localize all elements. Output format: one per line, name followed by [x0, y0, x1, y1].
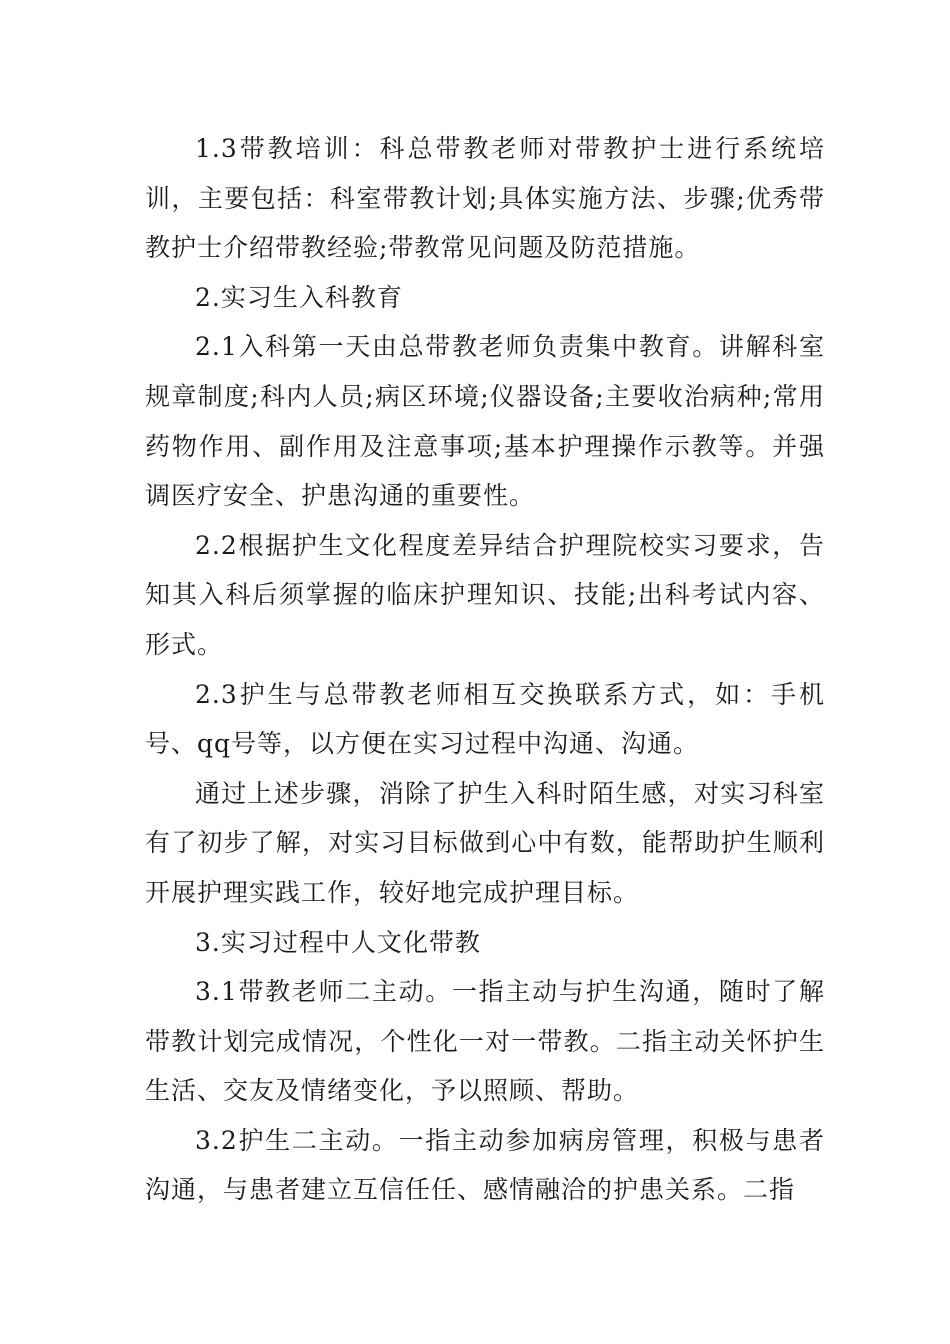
paragraph-summary: 通过上述步骤，消除了护生入科时陌生感，对实习科室有了初步了解，对实习目标做到心中有数，能帮助护生顺利开展护理实践工作，较好地完成护理目标。: [145, 778, 825, 907]
paragraph-2-1: 2.1入科第一天由总带教老师负责集中教育。讲解科室规章制度;科内人员;病区环境;仪器设备;主要收治病种;常用药物作用、副作用及注意事项;基本护理操作示教等。并强调医疗安全、护患沟通的重要性。: [145, 332, 825, 511]
paragraph-2-2: 2.2根据护生文化程度差异结合护理院校实习要求，告知其入科后须掌握的临床护理知识、技能;出科考试内容、形式。: [145, 530, 825, 659]
paragraph-3-1: 3.1带教老师二主动。一指主动与护生沟通，随时了解带教计划完成情况，个性化一对一带教。二指主动关怀护生生活、交友及情绪变化，予以照顾、帮助。: [145, 977, 825, 1106]
document-body: [145, 124, 825, 1215]
paragraph-3-2: 3.2护生二主动。一指主动参加病房管理，积极与患者沟通，与患者建立互信任任、感情融洽的护患关系。二指: [145, 1125, 825, 1205]
heading-3-humanistic-teaching: 3.实习过程中人文化带教: [195, 927, 481, 957]
heading-2-intern-orientation: 2.实习生入科教育: [195, 282, 403, 312]
paragraph-2-3: 2.3护生与总带教老师相互交换联系方式，如：手机号、qq号等，以方便在实习过程中沟通、沟通。: [145, 679, 825, 759]
paragraph-1-3-training: 1.3带教培训：科总带教老师对带教护士进行系统培训，主要包括：科室带教计划;具体实施方法、步骤;优秀带教护士介绍带教经验;带教常见问题及防范措施。: [145, 134, 825, 263]
